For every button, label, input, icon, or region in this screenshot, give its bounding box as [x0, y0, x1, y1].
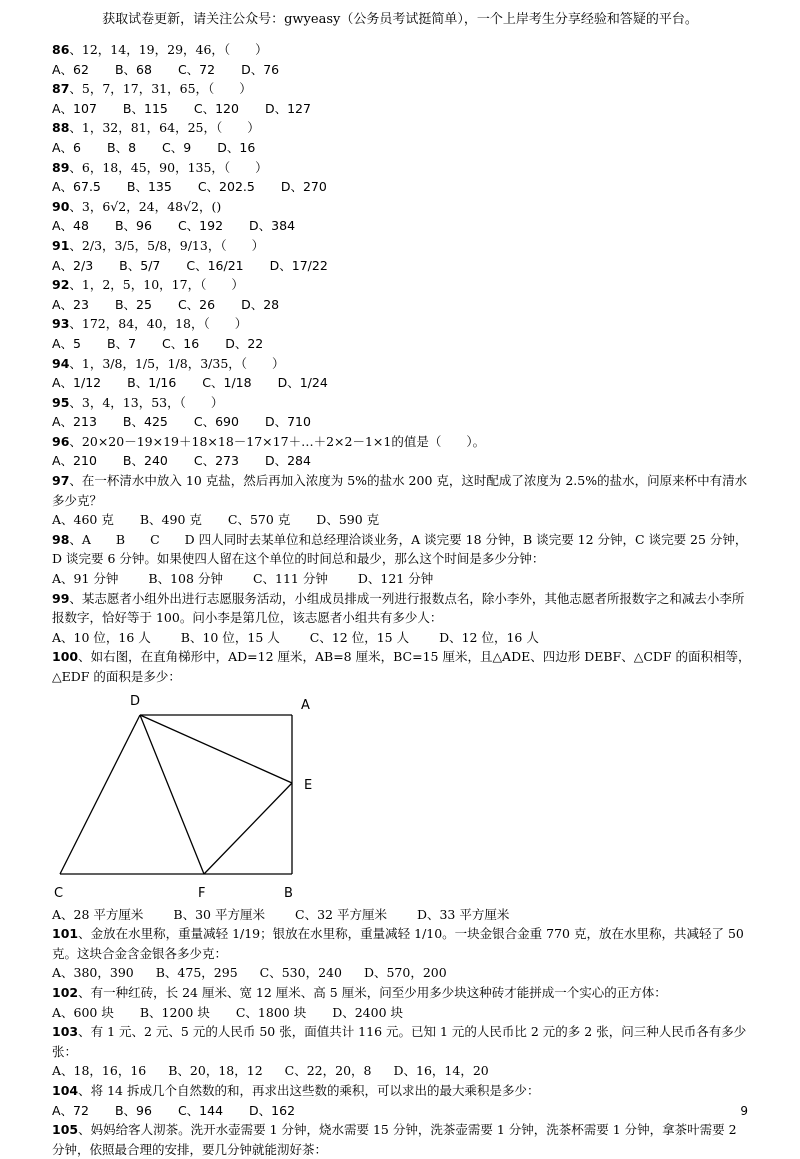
- question-102: [52, 983, 752, 1003]
- option-b: B、10 位，15 人: [180, 629, 280, 645]
- question-number: 93: [52, 316, 70, 332]
- option-b: B、20，18，12: [168, 1063, 263, 1079]
- question-number: 86: [52, 42, 70, 57]
- option-b: B、96: [114, 218, 152, 234]
- question-number: 91: [52, 237, 70, 253]
- option-d: D、127: [264, 100, 311, 116]
- question-96: [52, 432, 752, 452]
- options-91: [52, 256, 752, 276]
- option-b: B、240: [122, 453, 168, 469]
- question-stem: 、妈妈给客人沏茶。洗开水壶需要 1 分钟，烧水需要 15 分钟，洗茶壶需要 1 分钟，洗茶杯需要 1 分钟，拿茶叶需要 2 分钟，依照最合理的安排，要几分钟就能沏好茶：: [52, 1122, 737, 1157]
- option-a: A、10 位，16 人: [52, 629, 151, 645]
- question-99: [52, 589, 752, 628]
- option-c: C、111 分钟: [252, 571, 328, 587]
- question-number: 88: [52, 120, 70, 136]
- question-stem: 、有 1 元、2 元、5 元的人民币 50 张，面值共计 116 元。已知 1 元的人民币比 2 元的多 2 张，问三种人民币各有多少张：: [52, 1024, 747, 1059]
- options-88: [52, 138, 752, 158]
- options-98: [52, 569, 752, 589]
- option-d: D、1/24: [277, 375, 328, 391]
- option-d: D、22: [225, 335, 264, 351]
- option-c: C、16: [162, 335, 200, 351]
- label-b: B: [284, 885, 293, 901]
- label-a: A: [301, 697, 310, 713]
- question-stem: 、172，84，40，18，（ ）: [69, 316, 248, 332]
- option-c: C、570 克: [227, 512, 291, 528]
- option-d: D、76: [241, 61, 280, 77]
- question-100: [52, 647, 752, 686]
- option-b: B、135: [126, 179, 172, 195]
- option-a: A、600 块: [52, 1004, 114, 1020]
- options-87: [52, 99, 752, 119]
- question-number: 105: [52, 1122, 79, 1138]
- options-94: [52, 373, 752, 393]
- question-number: 94: [52, 355, 70, 371]
- option-a: A、48: [52, 218, 89, 234]
- option-b: B、475，295: [155, 965, 238, 981]
- option-a: A、18，16，16: [52, 1063, 147, 1079]
- option-a: A、460 克: [52, 512, 114, 528]
- page-number: 9: [740, 1104, 748, 1118]
- page-header: 获取试卷更新，请关注公众号：gwyeasy（公务员考试挺简单），一个上岸考生分享经验和答疑的平台。: [102, 12, 698, 27]
- option-c: C、12 位，15 人: [309, 629, 410, 645]
- option-d: D、16: [217, 139, 256, 155]
- options-96: [52, 451, 752, 471]
- question-number: 95: [52, 394, 70, 410]
- question-stem: 、6，18，45，90，135，（ ）: [69, 159, 268, 175]
- question-number: 97: [52, 473, 70, 489]
- question-stem: 、3，4，13，53，（ ）: [69, 394, 224, 410]
- question-86: [52, 40, 752, 60]
- option-a: A、23: [52, 296, 89, 312]
- option-b: B、7: [107, 335, 137, 351]
- question-stem: 、如右图，在直角梯形中，AD=12 厘米，AB=8 厘米，BC=15 厘米，且△ADE、四边形 DEBF、△CDF 的面积相等，△EDF 的面积是多少：: [52, 649, 751, 684]
- question-90: [52, 197, 752, 217]
- option-a: A、91 分钟: [52, 571, 119, 587]
- option-d: D、590 克: [316, 512, 380, 528]
- option-a: A、2/3: [52, 257, 94, 273]
- option-c: C、26: [177, 296, 216, 312]
- options-92: [52, 295, 752, 315]
- option-d: D、12 位，16 人: [439, 629, 539, 645]
- option-b: B、30 平方厘米: [173, 906, 265, 922]
- question-92: [52, 275, 752, 295]
- question-number: 102: [52, 984, 79, 1000]
- options-86: [52, 60, 752, 80]
- option-a: A、107: [52, 100, 97, 116]
- option-c: C、22，20，8: [284, 1063, 372, 1079]
- option-a: A、213: [52, 414, 97, 430]
- options-104: [52, 1101, 752, 1121]
- question-number: 92: [52, 277, 70, 293]
- edge-fe: [204, 783, 292, 874]
- options-95: [52, 412, 752, 432]
- question-94: [52, 354, 752, 374]
- question-stem: 、5，7，17，31，65，（ ）: [69, 81, 252, 97]
- option-a: A、6: [52, 139, 82, 155]
- option-d: D、270: [280, 179, 327, 195]
- question-stem: 、A B C D 四人同时去某单位和总经理洽谈业务，A 谈完要 18 分钟，B 谈完要 12 分钟，C 谈完要 25 分钟，D 谈完要 6 分钟。如果使四人留在这个单位的时间总和最少，那么这个时间是多少分钟：: [52, 531, 748, 567]
- option-b: B、5/7: [119, 257, 161, 273]
- option-b: B、1200 块: [139, 1004, 210, 1020]
- question-number: 101: [52, 926, 79, 942]
- label-f: F: [198, 885, 206, 901]
- option-a: A、210: [52, 453, 97, 469]
- options-100: [52, 905, 752, 925]
- option-c: C、72: [177, 61, 216, 77]
- option-c: C、120: [193, 100, 239, 116]
- question-number: 98: [52, 531, 70, 547]
- options-102: [52, 1003, 752, 1023]
- edge-cd: [60, 715, 140, 874]
- option-b: B、490 克: [139, 512, 202, 528]
- question-number: 89: [52, 159, 70, 175]
- option-b: B、68: [114, 61, 152, 77]
- question-97: [52, 471, 752, 510]
- option-d: D、384: [249, 218, 296, 234]
- question-stem: 、3，6√2，24，48√2，(): [69, 198, 222, 214]
- options-89: [52, 177, 752, 197]
- question-number: 90: [52, 198, 70, 214]
- question-88: [52, 118, 752, 138]
- option-c: C、32 平方厘米: [295, 906, 387, 922]
- label-d: D: [130, 693, 141, 709]
- question-stem: 、2/3，3/5，5/8，9/13，（ ）: [69, 237, 265, 253]
- option-a: A、5: [52, 335, 82, 351]
- option-c: C、1800 块: [235, 1004, 307, 1020]
- option-a: A、62: [52, 61, 89, 77]
- question-stem: 、1，3/8，1/5，1/8，3/35，（ ）: [69, 355, 285, 371]
- option-b: B、25: [114, 296, 152, 312]
- option-c: C、690: [193, 414, 239, 430]
- options-90: [52, 216, 752, 236]
- option-d: D、16，14，20: [393, 1063, 489, 1079]
- option-b: B、115: [122, 100, 168, 116]
- question-number: 103: [52, 1024, 79, 1040]
- question-number: 100: [52, 649, 79, 665]
- option-c: C、192: [177, 218, 224, 234]
- option-d: D、28: [241, 296, 280, 312]
- option-c: C、9: [162, 139, 192, 155]
- option-a: A、67.5: [52, 179, 101, 195]
- question-101: [52, 924, 752, 963]
- question-91: [52, 236, 752, 256]
- options-103: [52, 1061, 752, 1081]
- option-b: B、108 分钟: [148, 571, 223, 587]
- question-stem: 、将 14 拆成几个自然数的和，再求出这些数的乘积，可以求出的最大乘积是多少：: [78, 1082, 540, 1098]
- question-stem: 、金放在水里称，重量减轻 1/19；银放在水里称，重量减轻 1/10。一块金银合金重 770 克，放在水里称，共减轻了 50 克。这块合金含金银各多少克：: [52, 926, 744, 961]
- option-b: B、8: [107, 139, 137, 155]
- label-c: C: [54, 885, 64, 901]
- option-d: D、33 平方厘米: [416, 906, 510, 922]
- option-b: B、425: [122, 414, 168, 430]
- label-e: E: [304, 777, 313, 793]
- options-101: [52, 963, 752, 983]
- option-d: D、570，200: [363, 965, 447, 981]
- trapezoid-diagram: [52, 687, 352, 905]
- question-number: 96: [52, 433, 70, 449]
- option-a: A、28 平方厘米: [52, 906, 144, 922]
- question-number: 99: [52, 590, 70, 606]
- formula: 20×20－19×19＋18×18－17×17＋…＋2×2－1×1: [81, 433, 392, 449]
- option-d: D、17/22: [269, 257, 328, 273]
- option-d: D、710: [264, 414, 311, 430]
- option-c: C、1/18: [202, 375, 252, 391]
- option-d: D、162: [249, 1102, 296, 1118]
- options-93: [52, 334, 752, 354]
- options-99: [52, 628, 752, 648]
- question-89: [52, 158, 752, 178]
- question-93: [52, 314, 752, 334]
- question-number: 104: [52, 1082, 79, 1098]
- question-stem: 、某志愿者小组外出进行志愿服务活动，小组成员排成一列进行报数点名，除小李外，其他志愿者所报数字之和减去小李所报数字，恰好等于 100。问小李是第几位，该志愿者小组共有多少人：: [52, 590, 745, 626]
- option-a: A、380，390: [52, 965, 134, 981]
- trapezoid-figure: [52, 687, 752, 905]
- option-d: D、2400 块: [332, 1004, 404, 1020]
- question-87: [52, 79, 752, 99]
- option-b: B、96: [114, 1102, 152, 1118]
- question-stem: 、12，14，19，29，46，（ ）: [69, 42, 268, 57]
- option-b: B、1/16: [127, 375, 177, 391]
- option-d: D、284: [264, 453, 311, 469]
- option-c: C、273: [193, 453, 239, 469]
- question-number: 87: [52, 81, 70, 97]
- question-95: [52, 393, 752, 413]
- option-c: C、16/21: [186, 257, 244, 273]
- question-98: [52, 530, 752, 569]
- options-97: [52, 510, 752, 530]
- question-stem: 、在一杯清水中放入 10 克盐，然后再加入浓度为 5%的盐水 200 克，这时配成了浓度为 2.5%的盐水，问原来杯中有清水多少克？: [52, 473, 748, 508]
- question-stem: 、1，2，5，10，17，（ ）: [69, 277, 244, 293]
- question-103: [52, 1022, 752, 1061]
- option-c: C、144: [177, 1102, 224, 1118]
- option-d: D、121 分钟: [357, 571, 434, 587]
- option-a: A、72: [52, 1102, 89, 1118]
- option-c: C、202.5: [197, 179, 255, 195]
- question-104: [52, 1081, 752, 1101]
- option-a: A、1/12: [52, 375, 102, 391]
- question-stem: 、有一种红砖，长 24 厘米、宽 12 厘米、高 5 厘米，问至少用多少块这种砖才能拼成一个实心的正方体：: [78, 984, 667, 1000]
- question-list: [52, 40, 752, 1159]
- question-stem: 、: [69, 433, 82, 449]
- option-c: C、530，240: [259, 965, 342, 981]
- question-105: [52, 1120, 752, 1159]
- question-stem-after: 的值是（ ）。: [391, 433, 486, 449]
- question-stem: 、1，32，81，64，25，（ ）: [69, 120, 260, 136]
